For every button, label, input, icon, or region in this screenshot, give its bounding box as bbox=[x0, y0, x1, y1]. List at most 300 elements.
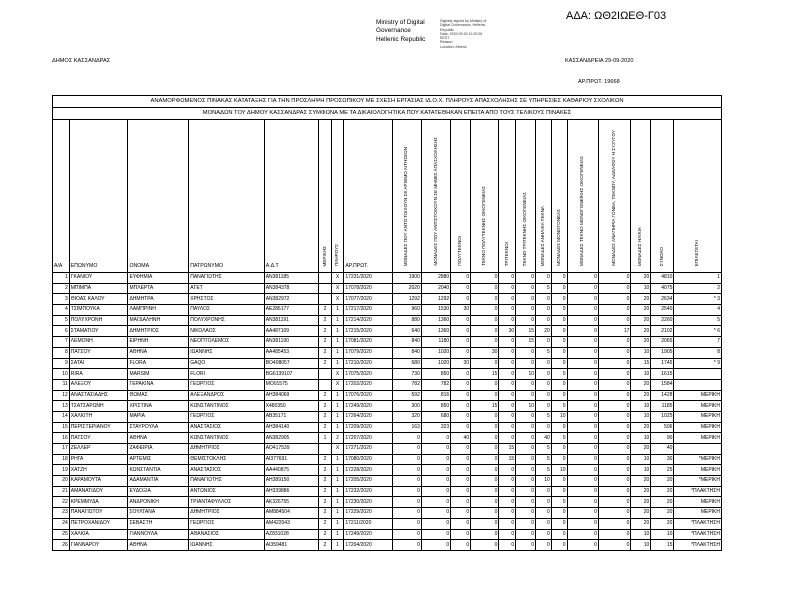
table-cell: 0 bbox=[499, 411, 516, 422]
table-cell: 0 bbox=[598, 347, 630, 358]
table-cell: ΠΑΝΑΓΙΩΤΟΥ bbox=[69, 508, 128, 519]
signature-line: Digitally signed by Ministry of bbox=[440, 19, 487, 23]
table-cell: 2 bbox=[319, 411, 332, 422]
table-row bbox=[53, 326, 722, 337]
table-cell: ΑΖ831028 bbox=[264, 529, 319, 540]
table-cell: 0 bbox=[598, 337, 630, 348]
table-cell: 30 bbox=[499, 326, 516, 337]
table-cell: ΜΑΓΔΑΛΗΝΗ bbox=[128, 315, 189, 326]
table-cell: 17229/2020 bbox=[344, 508, 392, 519]
table-cell: 0 bbox=[536, 401, 552, 412]
table-cell: 0 bbox=[598, 390, 630, 401]
table-cell: 0 bbox=[499, 508, 516, 519]
table-title-line-1: ΑΝΑΜΟΡΦΩΜΕΝΟΣ ΠΙΝΑΚΑΣ ΚΑΤΑΤΑΞΗΣ ΓΙΑ ΤΗΝ ΠΡΟΣΛΗΨΗ ΠΡΟΣΩΠΙΚΟΥ ΜΕ ΣΧΕΣΗ ΕΡΓΑΣΙΑΣ ΙΔ.Ο.Χ. ΠΛΗΡΟΥΣ ΑΠΑΣΧΟΛΗΣΗΣ ΣΕ ΥΠΗΡΕΣΙΕΣ ΚΑΘΑΡΙΟΥ ΣΧΟΛΙΚΩΝ bbox=[53, 96, 722, 108]
table-cell: 680 bbox=[421, 411, 450, 422]
table-cell: 0 bbox=[598, 433, 630, 444]
table-cell: 1180 bbox=[421, 337, 450, 348]
table-cell: 17211/2020 bbox=[344, 518, 392, 529]
table-cell bbox=[319, 369, 332, 380]
column-header: Α/Α bbox=[53, 120, 70, 273]
table-cell: 2 bbox=[319, 390, 332, 401]
table-cell: 0 bbox=[536, 486, 552, 497]
table-cell: 0 bbox=[598, 358, 630, 369]
table-cell: 2 bbox=[319, 529, 332, 540]
table-cell: 0 bbox=[499, 390, 516, 401]
table-cell: ΓΕΩΡΓΙΟΣ bbox=[189, 518, 264, 529]
table-cell: 0 bbox=[567, 401, 598, 412]
table-cell: 0 bbox=[516, 273, 536, 284]
table-cell: 163 bbox=[392, 422, 421, 433]
table-cell: 0 bbox=[567, 433, 598, 444]
table-cell: Χ bbox=[331, 444, 344, 455]
table-row bbox=[53, 518, 722, 529]
table-cell: ΑΗ384069 bbox=[264, 390, 319, 401]
table-cell: 0 bbox=[451, 294, 471, 305]
table-cell: 0 bbox=[551, 390, 567, 401]
table-cell: ΑΝΔΡΟΝΙΚΗ bbox=[128, 497, 189, 508]
table-cell: ΝΙΚΟΛΑΟΣ bbox=[189, 326, 264, 337]
table-cell: 0 bbox=[499, 337, 516, 348]
table-cell: * 6 bbox=[674, 326, 722, 337]
table-cell: BO408057 bbox=[264, 358, 319, 369]
table-cell: 840 bbox=[392, 347, 421, 358]
column-header bbox=[392, 120, 421, 273]
table-cell: 300 bbox=[392, 401, 421, 412]
table-cell: 30 bbox=[471, 347, 499, 358]
table-cell: ΘΩΜΑΣ bbox=[128, 390, 189, 401]
table-cell: ΑΘΗΝΑ bbox=[128, 540, 189, 551]
table-cell: 0 bbox=[567, 294, 598, 305]
table-cell: 0 bbox=[392, 518, 421, 529]
table-cell: 17228/2020 bbox=[344, 465, 392, 476]
table-cell: 0 bbox=[451, 401, 471, 412]
table-cell: 20 bbox=[651, 497, 674, 508]
table-cell: 0 bbox=[421, 465, 450, 476]
table-cell: 0 bbox=[392, 465, 421, 476]
table-cell: Χ bbox=[331, 294, 344, 305]
table-cell: ΑΘΗΝΑ bbox=[128, 347, 189, 358]
table-cell: 0 bbox=[516, 390, 536, 401]
table-cell: 2 bbox=[319, 401, 332, 412]
table-cell: 0 bbox=[421, 444, 450, 455]
table-cell: 0 bbox=[471, 444, 499, 455]
table-cell: 20 bbox=[631, 390, 651, 401]
table-row bbox=[53, 529, 722, 540]
table-cell: RIRA bbox=[69, 369, 128, 380]
table-cell: 0 bbox=[516, 476, 536, 487]
table-cell: 15 bbox=[516, 337, 536, 348]
table-cell: ΔΗΜΗΤΡΙΟΣ bbox=[189, 444, 264, 455]
table-row bbox=[53, 508, 722, 519]
column-header bbox=[631, 120, 651, 273]
table-cell: 5 bbox=[536, 347, 552, 358]
table-cell: 10 bbox=[516, 369, 536, 380]
table-cell: 0 bbox=[471, 273, 499, 284]
table-cell: FLORI bbox=[189, 369, 264, 380]
table-cell: ΡΗΓΑ bbox=[69, 454, 128, 465]
table-cell: 0 bbox=[451, 411, 471, 422]
table-cell: 0 bbox=[598, 476, 630, 487]
table-cell: 0 bbox=[551, 379, 567, 390]
table-cell: 17 bbox=[53, 444, 70, 455]
column-header-label: ΜΟΝΑΔΕΣ ΤΕΚΝΟ ΜΟΝΟΓΟΝΕΪΚΗΣ ΟΙΚΟΓΕΝΕΙΑΣ bbox=[579, 155, 585, 266]
table-cell: 20 bbox=[631, 379, 651, 390]
table-cell: 0 bbox=[451, 540, 471, 551]
table-cell: 17232/2020 bbox=[344, 486, 392, 497]
table-cell: 0 bbox=[536, 508, 552, 519]
table-cell: ΑΝ384378 bbox=[264, 283, 319, 294]
table-cell: ΝΕΟΠΤΟΛΕΜΟΣ bbox=[189, 337, 264, 348]
table-cell: 20 bbox=[631, 315, 651, 326]
table-cell bbox=[319, 294, 332, 305]
table-cell: 850 bbox=[421, 369, 450, 380]
table-cell: 2 bbox=[319, 305, 332, 316]
table-cell: ΔΗΜΗΤΡΑ bbox=[128, 294, 189, 305]
table-row bbox=[53, 476, 722, 487]
table-cell: 0 bbox=[421, 529, 450, 540]
table-cell: 17210/2020 bbox=[344, 358, 392, 369]
column-header bbox=[319, 120, 332, 273]
column-header bbox=[651, 120, 674, 273]
table-cell: ΤΣΙΜΠΟΥΚΑ bbox=[69, 305, 128, 316]
table-cell: ΠΑΝΑΓΙΩΤΗΣ bbox=[189, 273, 264, 284]
table-cell: 0 bbox=[536, 305, 552, 316]
table-cell: 0 bbox=[598, 497, 630, 508]
table-cell: 0 bbox=[551, 347, 567, 358]
table-cell: 5 bbox=[536, 444, 552, 455]
table-cell: 0 bbox=[499, 273, 516, 284]
table-cell: 2260 bbox=[651, 315, 674, 326]
table-cell: 0 bbox=[499, 294, 516, 305]
table-cell: 2 bbox=[319, 358, 332, 369]
table-cell: 0 bbox=[567, 508, 598, 519]
table-cell: 0 bbox=[499, 497, 516, 508]
table-row bbox=[53, 422, 722, 433]
table-cell: 0 bbox=[471, 305, 499, 316]
table-cell: FLORA bbox=[128, 358, 189, 369]
table-cell: 1 bbox=[331, 508, 344, 519]
table-cell: 10 bbox=[631, 283, 651, 294]
table-cell: 12 bbox=[53, 390, 70, 401]
table-cell: 0 bbox=[551, 476, 567, 487]
table-cell: 0 bbox=[516, 433, 536, 444]
table-cell: 1 bbox=[331, 358, 344, 369]
table-cell: 0 bbox=[598, 465, 630, 476]
table-cell: 0 bbox=[451, 347, 471, 358]
table-cell: 0 bbox=[392, 444, 421, 455]
table-cell: 0 bbox=[598, 305, 630, 316]
table-cell: 0 bbox=[567, 283, 598, 294]
table-cell: ΚΡΕΜΜΥΔΑ bbox=[69, 497, 128, 508]
table-cell: 320 bbox=[392, 411, 421, 422]
table-cell: 10 bbox=[551, 465, 567, 476]
table-cell: 0 bbox=[499, 305, 516, 316]
table-cell: 25 bbox=[651, 465, 674, 476]
table-cell: 17 bbox=[598, 326, 630, 337]
table-cell: 0 bbox=[499, 358, 516, 369]
table-cell: 0 bbox=[567, 315, 598, 326]
table-cell: 5 bbox=[536, 283, 552, 294]
table-cell: 20 bbox=[651, 508, 674, 519]
table-cell: 0 bbox=[451, 337, 471, 348]
table-cell: 0 bbox=[598, 518, 630, 529]
table-cell: ΓΙΑΝΝΑΡΟΥ bbox=[69, 540, 128, 551]
table-cell: 24 bbox=[53, 518, 70, 529]
table-cell: 13 bbox=[53, 401, 70, 412]
table-cell: 0 bbox=[551, 454, 567, 465]
table-cell: 0 bbox=[499, 379, 516, 390]
table-cell: 0 bbox=[451, 315, 471, 326]
table-cell: 30 bbox=[651, 454, 674, 465]
table-cell: 0 bbox=[471, 358, 499, 369]
table-cell: 0 bbox=[536, 379, 552, 390]
table-cell: 0 bbox=[392, 497, 421, 508]
table-cell: 15 bbox=[53, 422, 70, 433]
table-cell: 0 bbox=[536, 358, 552, 369]
table-cell: 0 bbox=[451, 390, 471, 401]
table-cell: 0 bbox=[598, 283, 630, 294]
table-cell: 20 bbox=[631, 337, 651, 348]
table-cell: ΜΕΡΙΚΗ bbox=[674, 401, 722, 412]
column-header bbox=[331, 120, 344, 273]
table-cell: 0 bbox=[551, 508, 567, 519]
table-cell: 0 bbox=[536, 337, 552, 348]
table-cell: 0 bbox=[567, 497, 598, 508]
table-cell: 506 bbox=[651, 422, 674, 433]
table-row bbox=[53, 337, 722, 348]
table-cell: 840 bbox=[392, 337, 421, 348]
table-cell: 2 bbox=[319, 422, 332, 433]
table-cell: 15 bbox=[471, 369, 499, 380]
table-cell: 4075 bbox=[651, 283, 674, 294]
table-cell: ΑΟ417539 bbox=[264, 444, 319, 455]
table-cell: 20 bbox=[536, 326, 552, 337]
table-cell: 17202/2020 bbox=[344, 379, 392, 390]
table-cell: 0 bbox=[567, 444, 598, 455]
table-cell: 10 bbox=[516, 401, 536, 412]
column-header: ΑΡ.ΠΡΩΤ. bbox=[344, 120, 392, 273]
table-cell: ΜΟ01575 bbox=[264, 379, 319, 390]
table-cell: 0 bbox=[516, 465, 536, 476]
table-cell: *ΜΕΡΙΚΗ bbox=[674, 454, 722, 465]
table-cell: 0 bbox=[516, 283, 536, 294]
table-cell: ΚΩΝΣΤΑΝΤΙΑ bbox=[128, 465, 189, 476]
table-cell: ΑΑ440875 bbox=[264, 465, 319, 476]
table-cell: 20 bbox=[631, 305, 651, 316]
table-cell: 0 bbox=[451, 283, 471, 294]
table-cell: ΣΤΑΥΡΟΥΛΑ bbox=[128, 422, 189, 433]
table-cell: 2 bbox=[319, 315, 332, 326]
table-cell: 0 bbox=[471, 433, 499, 444]
signature-line: EEST bbox=[440, 36, 450, 41]
table-cell: 0 bbox=[567, 390, 598, 401]
table-cell: ΔΗΜΗΤΡΙΟΣ bbox=[128, 326, 189, 337]
table-cell: 0 bbox=[598, 508, 630, 519]
table-cell: 0 bbox=[499, 347, 516, 358]
table-cell: 0 bbox=[598, 411, 630, 422]
table-cell: ΑΝΑΣΤΑΣΙΟΣ bbox=[189, 465, 264, 476]
table-cell: 1 bbox=[331, 529, 344, 540]
table-row bbox=[53, 358, 722, 369]
table-cell: 2 bbox=[319, 347, 332, 358]
table-cell: ΕΥΦΗΜΙΑ bbox=[128, 273, 189, 284]
table-cell: 0 bbox=[499, 465, 516, 476]
table-cell: 20 bbox=[651, 486, 674, 497]
table-cell: ΜΕΡΙΚΗ bbox=[674, 390, 722, 401]
table-cell: 0 bbox=[471, 540, 499, 551]
table-cell: 10 bbox=[631, 411, 651, 422]
column-header-label: ΜΟΝΑΔΕΣ ΠΟΥ ΑΝΤΙΣΤΟΙΧΟΥΝ ΣΕ ΜΗΝΕΣ ΑΠΑΣΧΟΛΗΣΗΣ bbox=[432, 137, 438, 266]
table-cell: 17081/2020 bbox=[344, 337, 392, 348]
table-cell: 1025 bbox=[651, 411, 674, 422]
table-cell: 2102 bbox=[651, 326, 674, 337]
table-cell: ΑΗ389150 bbox=[264, 476, 319, 487]
table-row bbox=[53, 486, 722, 497]
table-row bbox=[53, 540, 722, 551]
table-cell: 0 bbox=[598, 315, 630, 326]
table-cell: 0 bbox=[516, 518, 536, 529]
place-date: ΚΑΣΣΑΝΔΡΕΙΑ 29-09-2020 bbox=[565, 58, 634, 64]
table-cell: 0 bbox=[499, 401, 516, 412]
table-cell: 15 bbox=[499, 454, 516, 465]
table-cell: 960 bbox=[392, 305, 421, 316]
table-cell: ΑΑ487109 bbox=[264, 326, 319, 337]
table-cell: ΧΡΗΣΤΟΣ bbox=[189, 294, 264, 305]
ministry-line: Ministry of Digital bbox=[376, 19, 425, 26]
table-cell: *ΠΛΑΚΤΗΣΗ bbox=[674, 486, 722, 497]
column-header bbox=[471, 120, 499, 273]
signature-line: Republic bbox=[440, 27, 454, 32]
column-header-row bbox=[53, 120, 722, 273]
table-cell: ΑΑ485453 bbox=[264, 347, 319, 358]
column-header: ΕΠΩΝΥΜΟ bbox=[69, 120, 128, 273]
table-cell: ΙΩΑΝΝΗΣ bbox=[189, 540, 264, 551]
table-cell: ΚΑΡΑΜΟΥΤΑ bbox=[69, 476, 128, 487]
table-cell: 10 bbox=[631, 529, 651, 540]
table-cell: 6 bbox=[53, 326, 70, 337]
table-row bbox=[53, 369, 722, 380]
table-cell: 26 bbox=[53, 540, 70, 551]
table-cell: 5 bbox=[674, 315, 722, 326]
table-cell: 0 bbox=[471, 411, 499, 422]
table-cell: ΑΙ377691 bbox=[264, 454, 319, 465]
table-cell: 5 bbox=[536, 454, 552, 465]
table-cell: *ΠΛΑΚΤΗΣΗ bbox=[674, 529, 722, 540]
table-cell: 17077/2020 bbox=[344, 294, 392, 305]
table-cell: 19 bbox=[53, 465, 70, 476]
table-cell: 17079/2020 bbox=[344, 347, 392, 358]
table-cell: 1 bbox=[331, 390, 344, 401]
table-cell: 1584 bbox=[651, 379, 674, 390]
table-cell: 1292 bbox=[392, 294, 421, 305]
table-cell: 0 bbox=[471, 486, 499, 497]
table-cell: 17214/2020 bbox=[344, 315, 392, 326]
table-cell: ΑΔΑΜΑΝΤΙΑ bbox=[128, 476, 189, 487]
table-cell: 20 bbox=[631, 476, 651, 487]
column-header bbox=[499, 120, 516, 273]
table-cell: 0 bbox=[516, 358, 536, 369]
table-cell: 0 bbox=[551, 305, 567, 316]
table-cell: 0 bbox=[551, 497, 567, 508]
table-cell: ΑΕ286177 bbox=[264, 305, 319, 316]
table-cell: 0 bbox=[471, 497, 499, 508]
table-cell: 15 bbox=[516, 326, 536, 337]
table-cell: 0 bbox=[536, 294, 552, 305]
ministry-line: Governance bbox=[376, 27, 411, 35]
table-cell: 0 bbox=[499, 486, 516, 497]
table-cell: 2540 bbox=[651, 305, 674, 316]
table-title-line-2: ΜΟΝΑΔΩΝ ΤΟΥ ΔΗΜΟΥ ΚΑΣΣΑΝΔΡΑΣ ΣΥΜΦΩΝΑ ΜΕ ΤΑ ΔΙΚΑΙΟΛΟΓΗΤΙΚΑ ΠΟΥ ΚΑΤΑΤΕΘΗΚΑΝ ΕΠΕΙΤΑ ΑΠΟ ΤΟΥΣ ΤΕΛΙΚΟΥΣ ΠΙΝΑΚΕΣ bbox=[53, 108, 722, 120]
table-cell: 20 bbox=[631, 508, 651, 519]
table-cell: ΣΑΤΑΙ bbox=[69, 358, 128, 369]
table-row bbox=[53, 315, 722, 326]
table-cell: 5 bbox=[53, 315, 70, 326]
table-cell: 0 bbox=[536, 369, 552, 380]
table-cell: 8 bbox=[53, 347, 70, 358]
table-cell: 25 bbox=[53, 529, 70, 540]
table-cell: ΑΙ359481 bbox=[264, 540, 319, 551]
table-cell: 16 bbox=[53, 433, 70, 444]
table-cell: 0 bbox=[567, 529, 598, 540]
table-cell: 0 bbox=[516, 497, 536, 508]
table-cell: 10 bbox=[53, 369, 70, 380]
table-cell: 20 bbox=[631, 273, 651, 284]
table-cell: ΑΒ35171 bbox=[264, 411, 319, 422]
table-cell: ΑΗ339886 bbox=[264, 486, 319, 497]
table-cell: 1 bbox=[331, 337, 344, 348]
table-cell: 1360 bbox=[421, 326, 450, 337]
table-cell: 0 bbox=[471, 337, 499, 348]
table-cell: 0 bbox=[516, 486, 536, 497]
table-cell: 7 bbox=[53, 337, 70, 348]
table-cell: 1428 bbox=[651, 390, 674, 401]
table-cell: 1900 bbox=[392, 273, 421, 284]
table-cell: ΑΝΑΣΤΑΣΙΟΣ bbox=[189, 422, 264, 433]
table-cell: 2065 bbox=[651, 337, 674, 348]
table-cell: 0 bbox=[516, 379, 536, 390]
table-cell: 0 bbox=[516, 540, 536, 551]
table-cell: ΠΑΤΣΟΥ bbox=[69, 347, 128, 358]
table-cell: 0 bbox=[567, 454, 598, 465]
table-cell: 20 bbox=[631, 422, 651, 433]
table-cell: ΑΡΤΕΜΙΣ bbox=[128, 454, 189, 465]
table-cell: 10 bbox=[631, 454, 651, 465]
table-cell: ΓΙΑΝΝΟΥΛΑ bbox=[128, 529, 189, 540]
table-cell: ΑΜ422043 bbox=[264, 518, 319, 529]
table-cell: 0 bbox=[516, 529, 536, 540]
table-cell bbox=[319, 273, 332, 284]
table-cell: 17249/2020 bbox=[344, 529, 392, 540]
table-cell: 17204/2020 bbox=[344, 540, 392, 551]
column-header-label: ΜΟΝΑΔΕΣ ΑΝΗΛΙΚΑ ΤΕΚΝΑ bbox=[540, 205, 546, 266]
table-cell: 0 bbox=[499, 529, 516, 540]
table-cell: ΑΝ382905 bbox=[264, 433, 319, 444]
table-cell: 17078/2020 bbox=[344, 283, 392, 294]
table-cell: 10 bbox=[631, 401, 651, 412]
table-cell: 0 bbox=[598, 401, 630, 412]
column-header bbox=[516, 120, 536, 273]
table-cell: 17217/2020 bbox=[344, 305, 392, 316]
table-cell: 1 bbox=[331, 401, 344, 412]
table-cell: 20 bbox=[631, 294, 651, 305]
table-cell: ΚΩΝΣΤΑΝΤΙΝΟΣ bbox=[189, 433, 264, 444]
table-cell: ΑΛΕΞΑΝΔΡΟΣ bbox=[189, 390, 264, 401]
table-cell: 15 bbox=[471, 401, 499, 412]
table-cell: ΣΕΒΑΣΤΗ bbox=[128, 518, 189, 529]
table-cell: ΔΗΜΗΤΡΙΟΣ bbox=[189, 508, 264, 519]
table-cell: ΑΘΗΝΑ bbox=[128, 433, 189, 444]
table-cell: GAQO bbox=[189, 358, 264, 369]
